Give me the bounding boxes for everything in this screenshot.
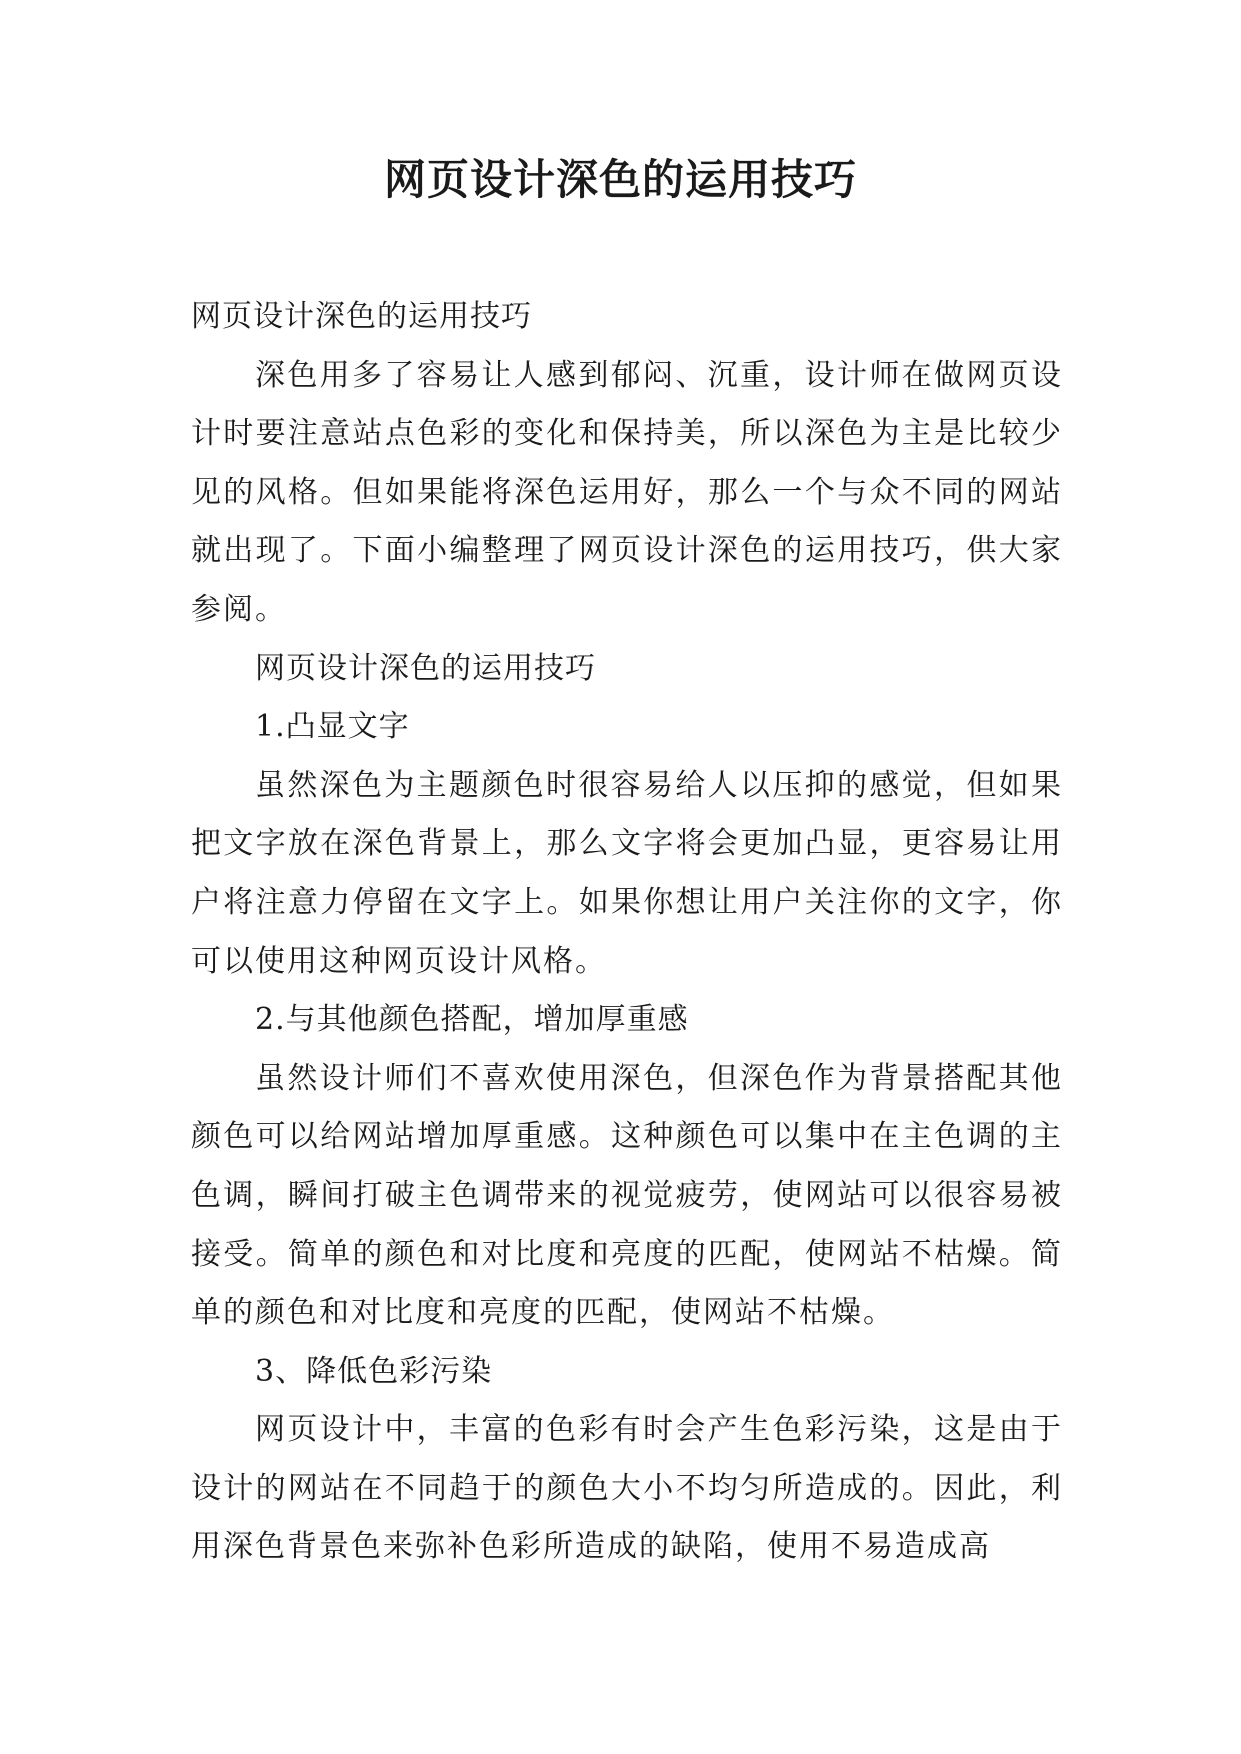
document-body	[191, 288, 1063, 1577]
point-1-paragraph: 虽然深色为主题颜色时很容易给人以压抑的感觉，但如果把文字放在深色背景上，那么文字将会更加凸显，更容易让用户将注意力停留在文字上。如果你想让用户关注你的文字，你可以使用这种网页设计风格。	[191, 767, 1063, 979]
document-title: 网页设计深色的运用技巧	[383, 155, 857, 204]
point-2-heading: 2.与其他颜色搭配，增加厚重感	[255, 1002, 689, 1038]
body-heading: 网页设计深色的运用技巧	[191, 299, 532, 334]
intro-paragraph: 深色用多了容易让人感到郁闷、沉重，设计师在做网页设计时要注意站点色彩的变化和保持美，所以深色为主是比较少见的风格。但如果能将深色运用好，那么一个与众不同的网站就出现了。下面小编整理了网页设计深色的运用技巧，供大家参阅。	[191, 357, 1063, 627]
point-3-heading: 3、降低色彩污染	[255, 1353, 493, 1389]
point-1-heading: 1.凸显文字	[255, 709, 410, 745]
point-2-paragraph: 虽然设计师们不喜欢使用深色，但深色作为背景搭配其他颜色可以给网站增加厚重感。这种颜色可以集中在主色调的主色调，瞬间打破主色调带来的视觉疲劳，使网站可以很容易被接受。简单的颜色和对比度和亮度的匹配，使网站不枯燥。简单的颜色和对比度和亮度的匹配，使网站不枯燥。	[191, 1060, 1063, 1331]
section-heading: 网页设计深色的运用技巧	[255, 650, 596, 686]
point-3-paragraph: 网页设计中，丰富的色彩有时会产生色彩污染，这是由于设计的网站在不同趋于的颜色大小不均匀所造成的。因此，利用深色背景色来弥补色彩所造成的缺陷，使用不易造成高	[191, 1412, 1063, 1565]
